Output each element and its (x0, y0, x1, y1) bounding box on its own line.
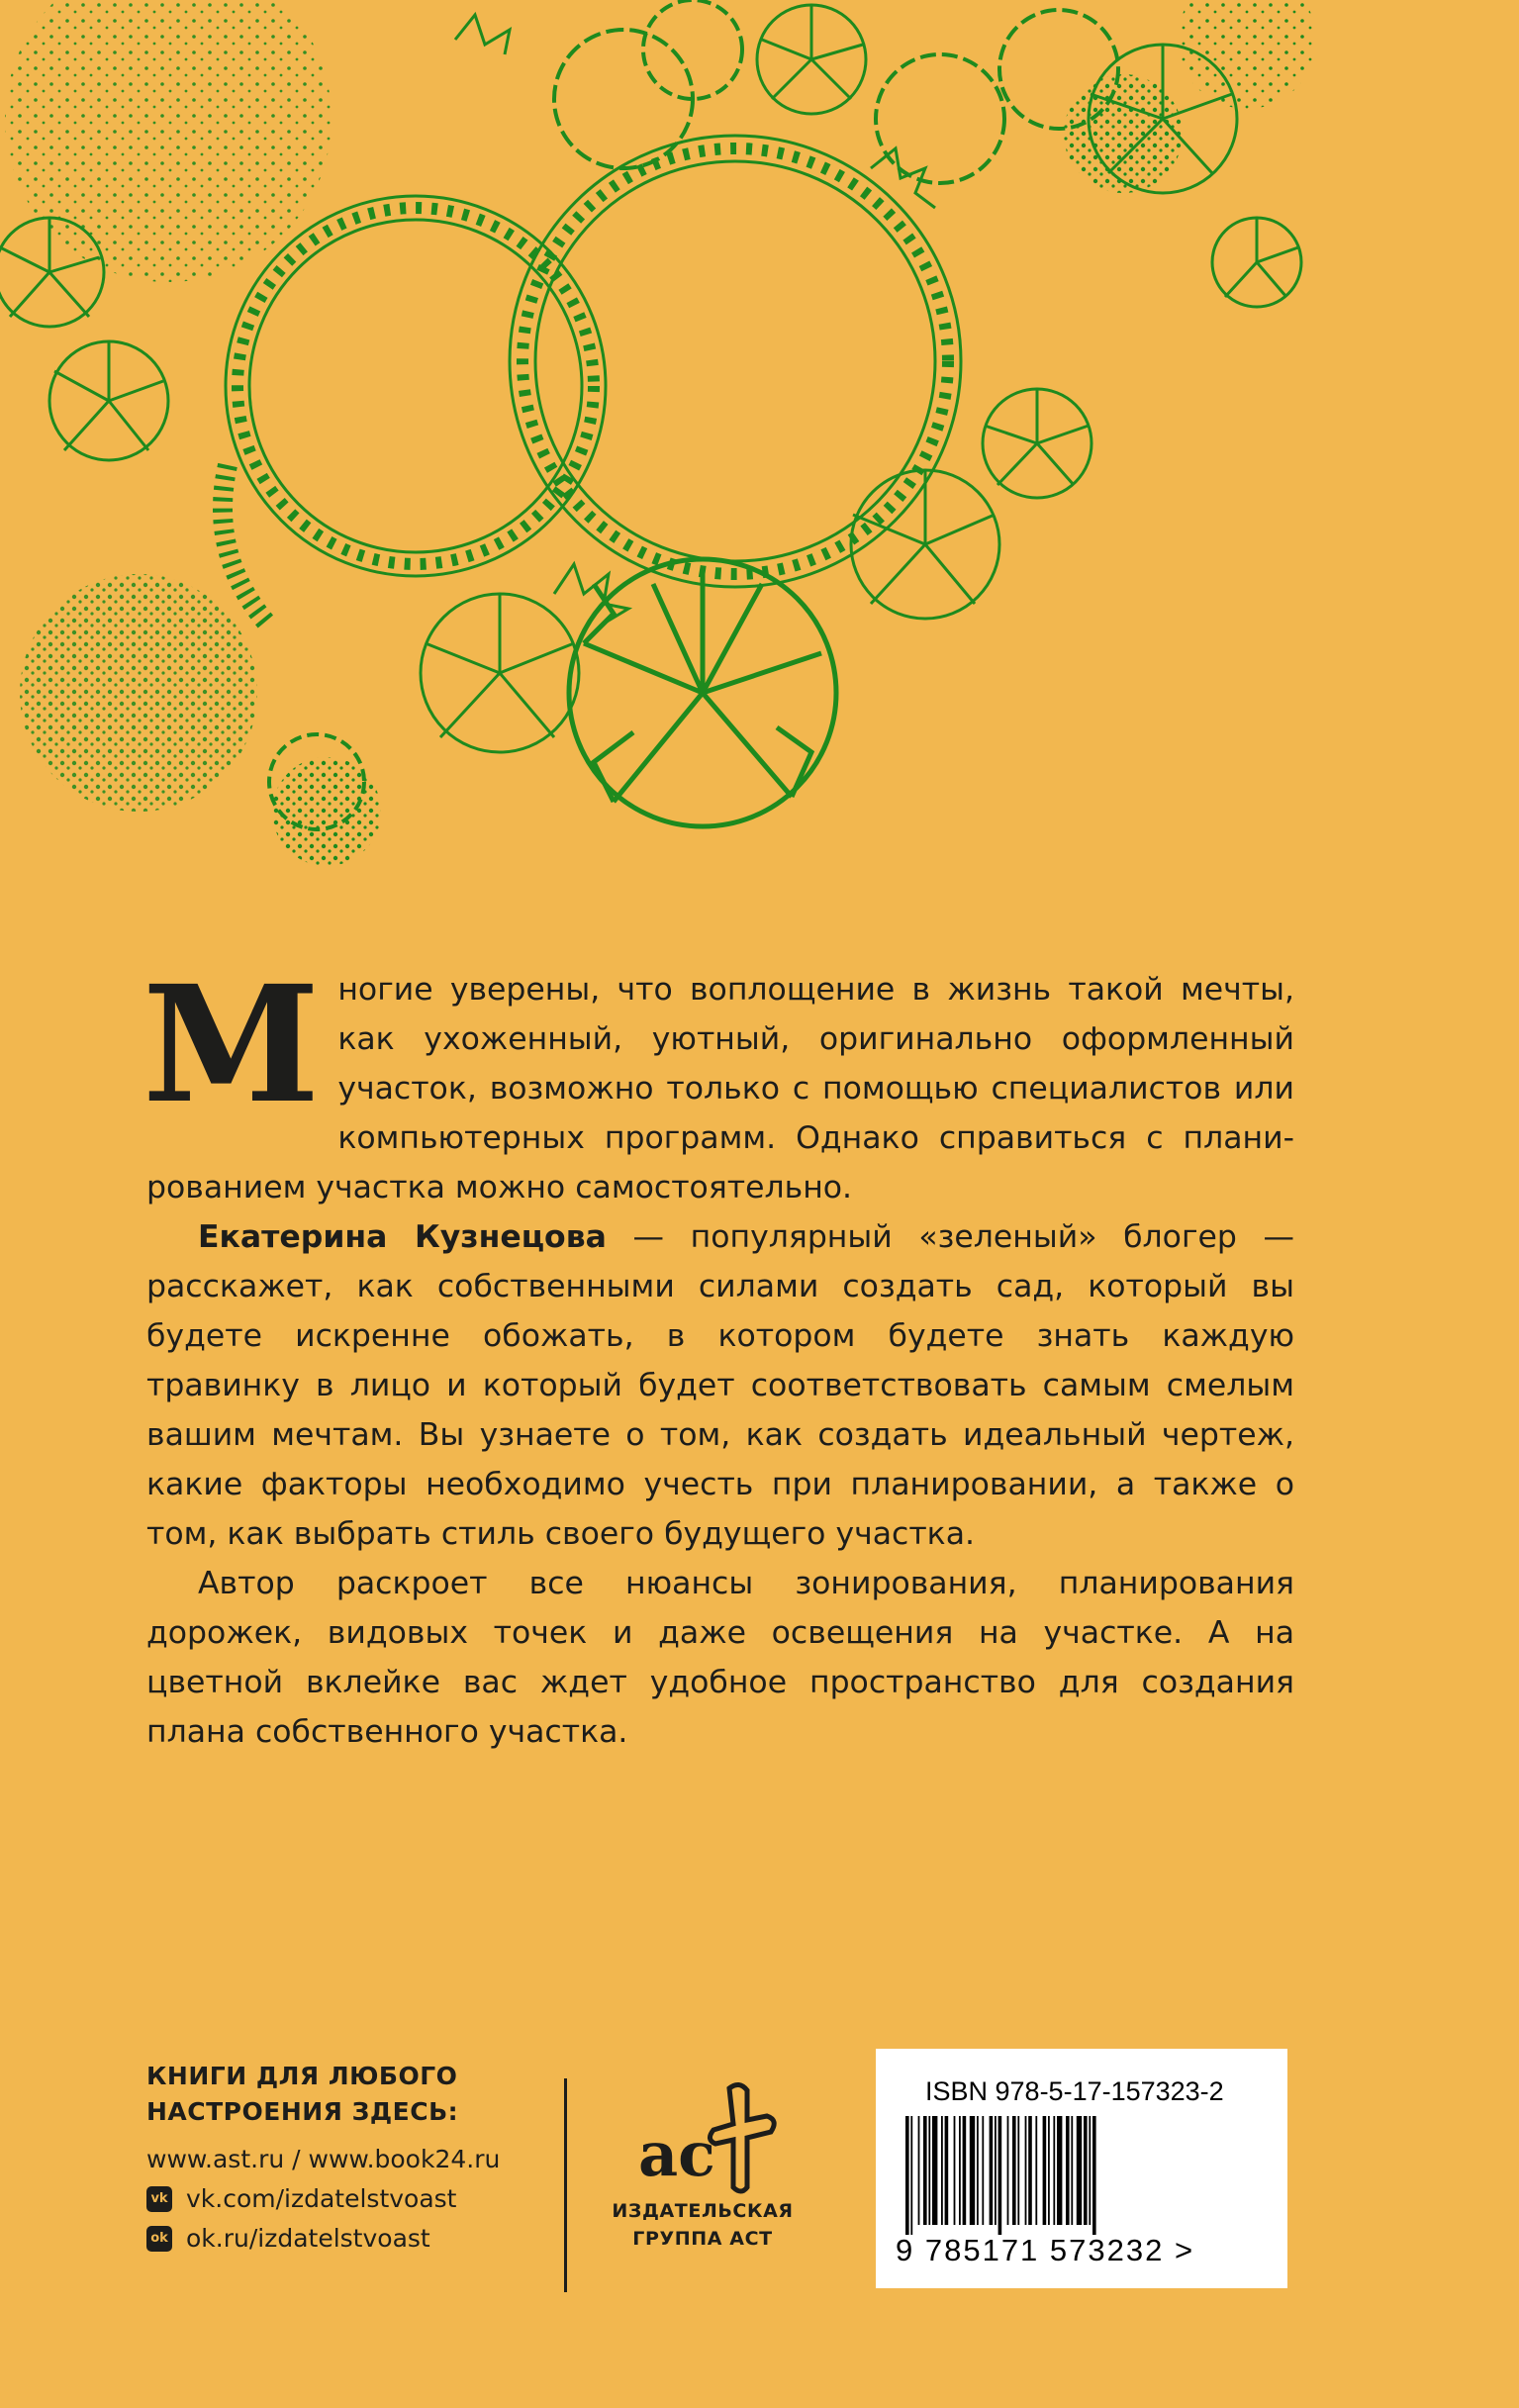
barcode-bar (941, 2116, 943, 2225)
barcode-bars (905, 2116, 1262, 2235)
barcode-bar (1007, 2116, 1009, 2225)
ok-icon: ok (146, 2226, 172, 2252)
barcode-bar (1057, 2116, 1062, 2225)
annotation-paragraph-1 (142, 951, 1294, 1212)
publisher-name-line-1: ИЗДАТЕЛЬСКАЯ (612, 2200, 794, 2222)
annotation-paragraph-2 (146, 1212, 1294, 1559)
barcode-bar (923, 2116, 927, 2225)
barcode-bar (1071, 2116, 1073, 2225)
barcode-bar (998, 2116, 1002, 2235)
barcode-bar (945, 2116, 949, 2225)
dropcap-letter: М (142, 951, 321, 1139)
barcode-bar (918, 2116, 920, 2225)
annotation-paragraph-3: Автор раскроет все нюансы зонирования, планирования дорожек, видовых точек и даже освещения на участке. А на цветной вклейке вас ждет удобное пространство для создания плана собственного участка. (146, 1566, 1294, 1750)
paragraph-1-text: ногие уверены, что воплощение в жизнь такой мечты, как ухоженный, уютный, оригинально оформленный участок, возможно только с помощью специалистов или компьютерных программ. Однако справиться с планированием участка можно самостоятельно. (146, 972, 1294, 1205)
barcode-bar (1092, 2116, 1096, 2235)
vk-link[interactable] (146, 2179, 562, 2219)
barcode-bar (910, 2116, 912, 2235)
ok-link-text: ok.ru/izdatelstvoast (186, 2224, 430, 2253)
barcode-bar (977, 2116, 979, 2225)
barcode-bar (1012, 2116, 1016, 2225)
vk-icon: vk (146, 2186, 172, 2212)
barcode-bar (970, 2116, 975, 2225)
barcode-bar (982, 2116, 984, 2225)
barcode-bar (954, 2116, 956, 2225)
barcode-bar (963, 2116, 967, 2225)
publisher-block (594, 2078, 811, 2253)
barcode-bar (1077, 2116, 1082, 2225)
barcode-bar (1025, 2116, 1027, 2225)
promo-heading-line-2: НАСТРОЕНИЯ ЗДЕСЬ: (146, 2097, 459, 2126)
barcode-bar (1084, 2116, 1088, 2225)
barcode-bar (932, 2116, 937, 2225)
barcode-bar (1048, 2116, 1050, 2225)
ast-logo (618, 2078, 787, 2197)
promo-block (146, 2059, 562, 2259)
barcode-bar (990, 2116, 994, 2225)
garden-plan-illustration (0, 0, 1519, 871)
sites-link[interactable]: www.ast.ru / www.book24.ru (146, 2145, 501, 2173)
barcode-bar (905, 2116, 909, 2235)
svg-text:ac: ac (638, 2118, 715, 2190)
vertical-divider (564, 2078, 567, 2292)
ok-link[interactable] (146, 2219, 562, 2259)
book-annotation (142, 951, 1294, 1757)
barcode-bar (1035, 2116, 1037, 2225)
barcode-digits: 9 785171 573232 > (896, 2233, 1195, 2267)
barcode-bar (995, 2116, 997, 2225)
barcode-bar (1017, 2116, 1019, 2225)
author-name: Екатерина Кузнецова (198, 1219, 607, 1255)
isbn-barcode (876, 2049, 1287, 2288)
barcode-bar (1028, 2116, 1032, 2225)
barcode-bar (1043, 2116, 1047, 2225)
publisher-name-line-2: ГРУППА АСТ (632, 2228, 773, 2250)
isbn-number: ISBN 978-5-17-157323-2 (925, 2076, 1224, 2106)
paragraph-2-text: — популярный «зеленый» блогер — расскажет, как собственными силами создать сад, который вы будете искренне обожать, в котором будете знать каждую травинку в лицо и который будет соответствовать самым смелым вашим мечтам. Вы узнаете о том, как создать идеальный чертеж, какие факторы необходимо учесть при планировании, а также о том, как выбрать стиль своего будущего участка. (146, 1219, 1294, 1552)
barcode-bar (959, 2116, 961, 2225)
promo-heading-line-1: КНИГИ ДЛЯ ЛЮБОГО (146, 2062, 458, 2090)
barcode-bar (1053, 2116, 1055, 2225)
barcode-bar (1066, 2116, 1070, 2225)
barcode-bar (928, 2116, 930, 2225)
vk-link-text: vk.com/izdatelstvoast (186, 2184, 457, 2213)
barcode-bar (1089, 2116, 1091, 2225)
